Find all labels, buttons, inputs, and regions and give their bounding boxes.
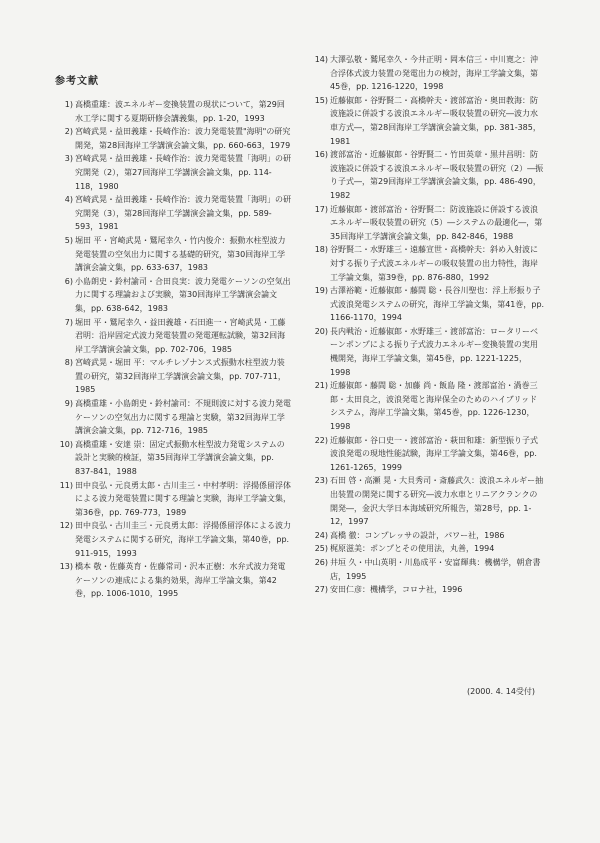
reference-number: 11) [59, 480, 73, 490]
reference-number: 8) [64, 358, 73, 368]
reference-text: 田中良弘・元良勇太郎・古川圭三・中村孝明：浮揚係留浮体による波力発電装置に関する理論と実験，海岸工学論文集，第36巻，pp. 769-773，1989 [75, 480, 291, 517]
reference-number: 7) [64, 317, 73, 327]
reference-item [307, 583, 545, 597]
reference-item [307, 203, 545, 244]
reference-text: 堀田 平・宮崎武晃・鷲尾幸久・竹内俊介：振動水柱型波力発電装置の空気出力に関する基礎的研究，第30回海岸工学講演会論文集，pp. 633-637，1983 [75, 235, 286, 273]
reference-text: 田中良弘・古川圭三・元良勇太郎：浮揚係留浮体による波力発電システムに関する研究，海岸工学論文集，第40巻，pp. 911-915，1993 [75, 521, 291, 558]
reference-item [307, 542, 545, 556]
reference-number: 19) [314, 286, 328, 296]
reference-text: 古澤裕範・近藤俶郎・藤間 聡・長谷川聖也：浮上形振り子式波浪発電システムの研究，海岸工学論文集，第41巻，pp. 1166-1170，1994 [330, 286, 545, 323]
reference-number: 1) [64, 100, 73, 109]
reference-text: 近藤俶郎・谷口史一・渡部富治・萩田和雄：新型振り子式波浪発電の現地性能試験，海岸工学論文集，第46巻，pp. 1261-1265，1999 [330, 435, 538, 472]
reference-text: 近藤俶郎・渡部富治・谷野賢二：防波施設に併設する波浪エネルギー吸収装置の研究（5）―システムの最適化―，第35回海岸工学講演会論文集，pp. 842-846，1988 [330, 204, 543, 241]
reference-number: 25) [314, 544, 328, 554]
reference-number: 21) [314, 381, 328, 391]
reference-number: 18) [314, 245, 328, 255]
reference-item [307, 325, 545, 379]
reference-item [307, 434, 545, 475]
reference-text: 近藤俶郎・谷野賢二・高橋幹夫・渡部富治・奥田教海：防波施設に併設する波浪エネルギー吸収装置の研究―波力水車方式―，第28回海岸工学講演会論文集，pp. 381-385，1981 [330, 95, 541, 146]
reference-item [52, 356, 292, 397]
reference-number: 14) [314, 55, 328, 64]
reference-text: 高橋重雄：波エネルギー変換装置の現状について，第29回水工学に関する夏期研修会講義集，pp. 1-20，1993 [75, 100, 285, 123]
reference-item [307, 148, 545, 202]
reference-item [307, 94, 545, 148]
reference-number: 16) [314, 150, 328, 160]
reference-item [307, 529, 545, 543]
reference-item [52, 152, 292, 193]
reference-number: 23) [314, 476, 328, 486]
reference-number: 24) [314, 530, 328, 540]
references-heading: 参考文献 [55, 76, 99, 87]
reference-item [52, 193, 292, 234]
reference-text: 石田 啓・高瀬 晃・大貝秀司・斎藤武久：波浪エネルギー抽出装置の開発に関する研究―波力水車とリニアクランクの開発―，金沢大学日本海域研究所報告，第28号，pp. 1-12，1997 [330, 476, 544, 527]
reference-item [52, 125, 292, 152]
reference-text: 安田仁彦：機構学，コロナ社，1996 [330, 585, 463, 595]
reference-text: 宮崎武晃・益田義雄・長崎作治：波力発電装置「海明」の研究開発（2），第27回海岸工学講演会論文集，pp. 114-118，1980 [75, 154, 291, 191]
reference-text: 井垣 久・中山英明・川島成平・安富輝典：機構学，朝倉書店，1995 [330, 557, 541, 581]
reference-number: 17) [314, 204, 328, 214]
reference-item [307, 243, 545, 284]
reference-item [307, 53, 545, 94]
reference-item [52, 316, 292, 357]
reference-text: 宮崎武晃・堀田 平：マルチレゾナンス式振動水柱型波力装置の研究，第32回海岸工学講演会論文集，pp. 707-711，1985 [75, 358, 286, 395]
reference-number: 9) [64, 399, 73, 409]
reference-item [52, 234, 292, 275]
reference-text: 近藤俶郎・藤間 聡・加藤 尚・飯島 隆・渡部富治・渦巻三郎・太田良之，波浪発電と海岸保全のためのハイブリッド システム，海岸工学論文集，第45巻，pp. 1226-1230，1998 [330, 381, 538, 432]
reference-number: 5) [64, 235, 73, 245]
reference-number: 15) [314, 95, 328, 105]
reference-number: 22) [314, 435, 328, 445]
reference-text: 高橋重雄・安達 崇：固定式振動水柱型波力発電システムの設計と実験的検証，第35回海岸工学講演会論文集，pp. 837-841，1988 [75, 439, 285, 477]
reference-text: 谷野賢二・水野雄三・遠藤宣世・高橋幹夫：斜め入射波に対する振り子式波エネルギーの吸収装置の出力特性，海岸工学論文集，第39巻，pp. 876-880，1992 [330, 245, 538, 282]
reference-number: 3) [64, 154, 73, 164]
reference-text: 高橋重雄・小島朗史・鈴村諭司：不規則波に対する波力発電ケーソンの空気出力に関する理論と実験，第32回海岸工学講演会論文集，pp. 712-716，1985 [75, 399, 291, 436]
reference-text: 橋本 敬・佐藤英育・佐藤常司・沢本正樹：水弁式波力発電ケーソンの連成による集約効果，海岸工学論文集，第42巻，pp. 1006-1010，1995 [75, 562, 286, 599]
reference-number: 10) [59, 439, 73, 449]
reference-number: 13) [59, 562, 73, 572]
references-column-left [52, 98, 292, 601]
reference-text: 大澤弘敬・鷲尾幸久・今井正明・岡本信三・中川寛之：沖合浮体式波力装置の発電出力の検討，海岸工学論文集，第45巻，pp. 1216-1220，1998 [330, 55, 538, 92]
reference-number: 6) [64, 276, 73, 286]
reference-item [52, 275, 292, 316]
reference-number: 2) [64, 127, 73, 137]
reference-number: 26) [314, 557, 328, 567]
reference-text: 宮崎武晃・益田義雄・長崎作治：波力発電装置"海明"の研究開発，第28回海岸工学講演会論文集，pp. 660-663，1979 [75, 127, 291, 150]
reference-text: 宮崎武晃・益田義雄・長崎作治：波力発電装置「海明」の研究開発（3），第28回海岸工学講演会論文集，pp. 589-593，1981 [75, 195, 291, 232]
reference-text: 長内戦治・近藤俶郎・水野雄三・渡部富治：ロータリーベーンポンプによる振り子式波力エネルギー変換装置の実用機開発，海岸工学論文集，第45巻，pp. 1221-1225，1998 [330, 326, 538, 377]
reference-item [52, 98, 292, 125]
reference-item [52, 397, 292, 438]
reference-text: 堀田 平・鷲尾幸久・益田義雄・石田進一・宮崎武晃・工藤君明：沿岸固定式波力発電装置の発電運転試験，第32回海岸工学講演会論文集，pp. 702-706，1985 [75, 317, 286, 354]
reference-number: 20) [314, 326, 328, 336]
reference-text: 渡部富治・近藤俶郎・谷野賢二・竹田英章・黒井昌明：防波施設に併設する波浪エネルギー吸収装置の研究（2）―振り子式―，第29回海岸工学講演会論文集，pp. 486-490，1982 [330, 150, 544, 200]
reference-item [52, 560, 292, 601]
reference-text: 小島朗史・鈴村諭司・合田良実：波力発電ケーソンの空気出力に関する理論および実験，第30回海岸工学講演会論文集，pp. 638-642，1983 [75, 276, 291, 313]
reference-text: 梶原滋美：ポンプとその使用法，丸善，1994 [330, 544, 495, 554]
references-column-right [307, 53, 545, 597]
reference-item [307, 474, 545, 528]
received-date-note: (2000. 4. 14受付) [467, 687, 536, 696]
reference-item [52, 519, 292, 560]
reference-number: 12) [59, 521, 73, 531]
reference-item [307, 284, 545, 325]
reference-number: 27) [314, 585, 328, 595]
reference-item [52, 438, 292, 479]
reference-item [307, 556, 545, 583]
reference-number: 4) [64, 195, 73, 205]
reference-text: 高橋 徹：コンプレッサの設計，パワー社，1986 [330, 530, 505, 540]
reference-item [307, 379, 545, 433]
reference-item [52, 479, 292, 520]
